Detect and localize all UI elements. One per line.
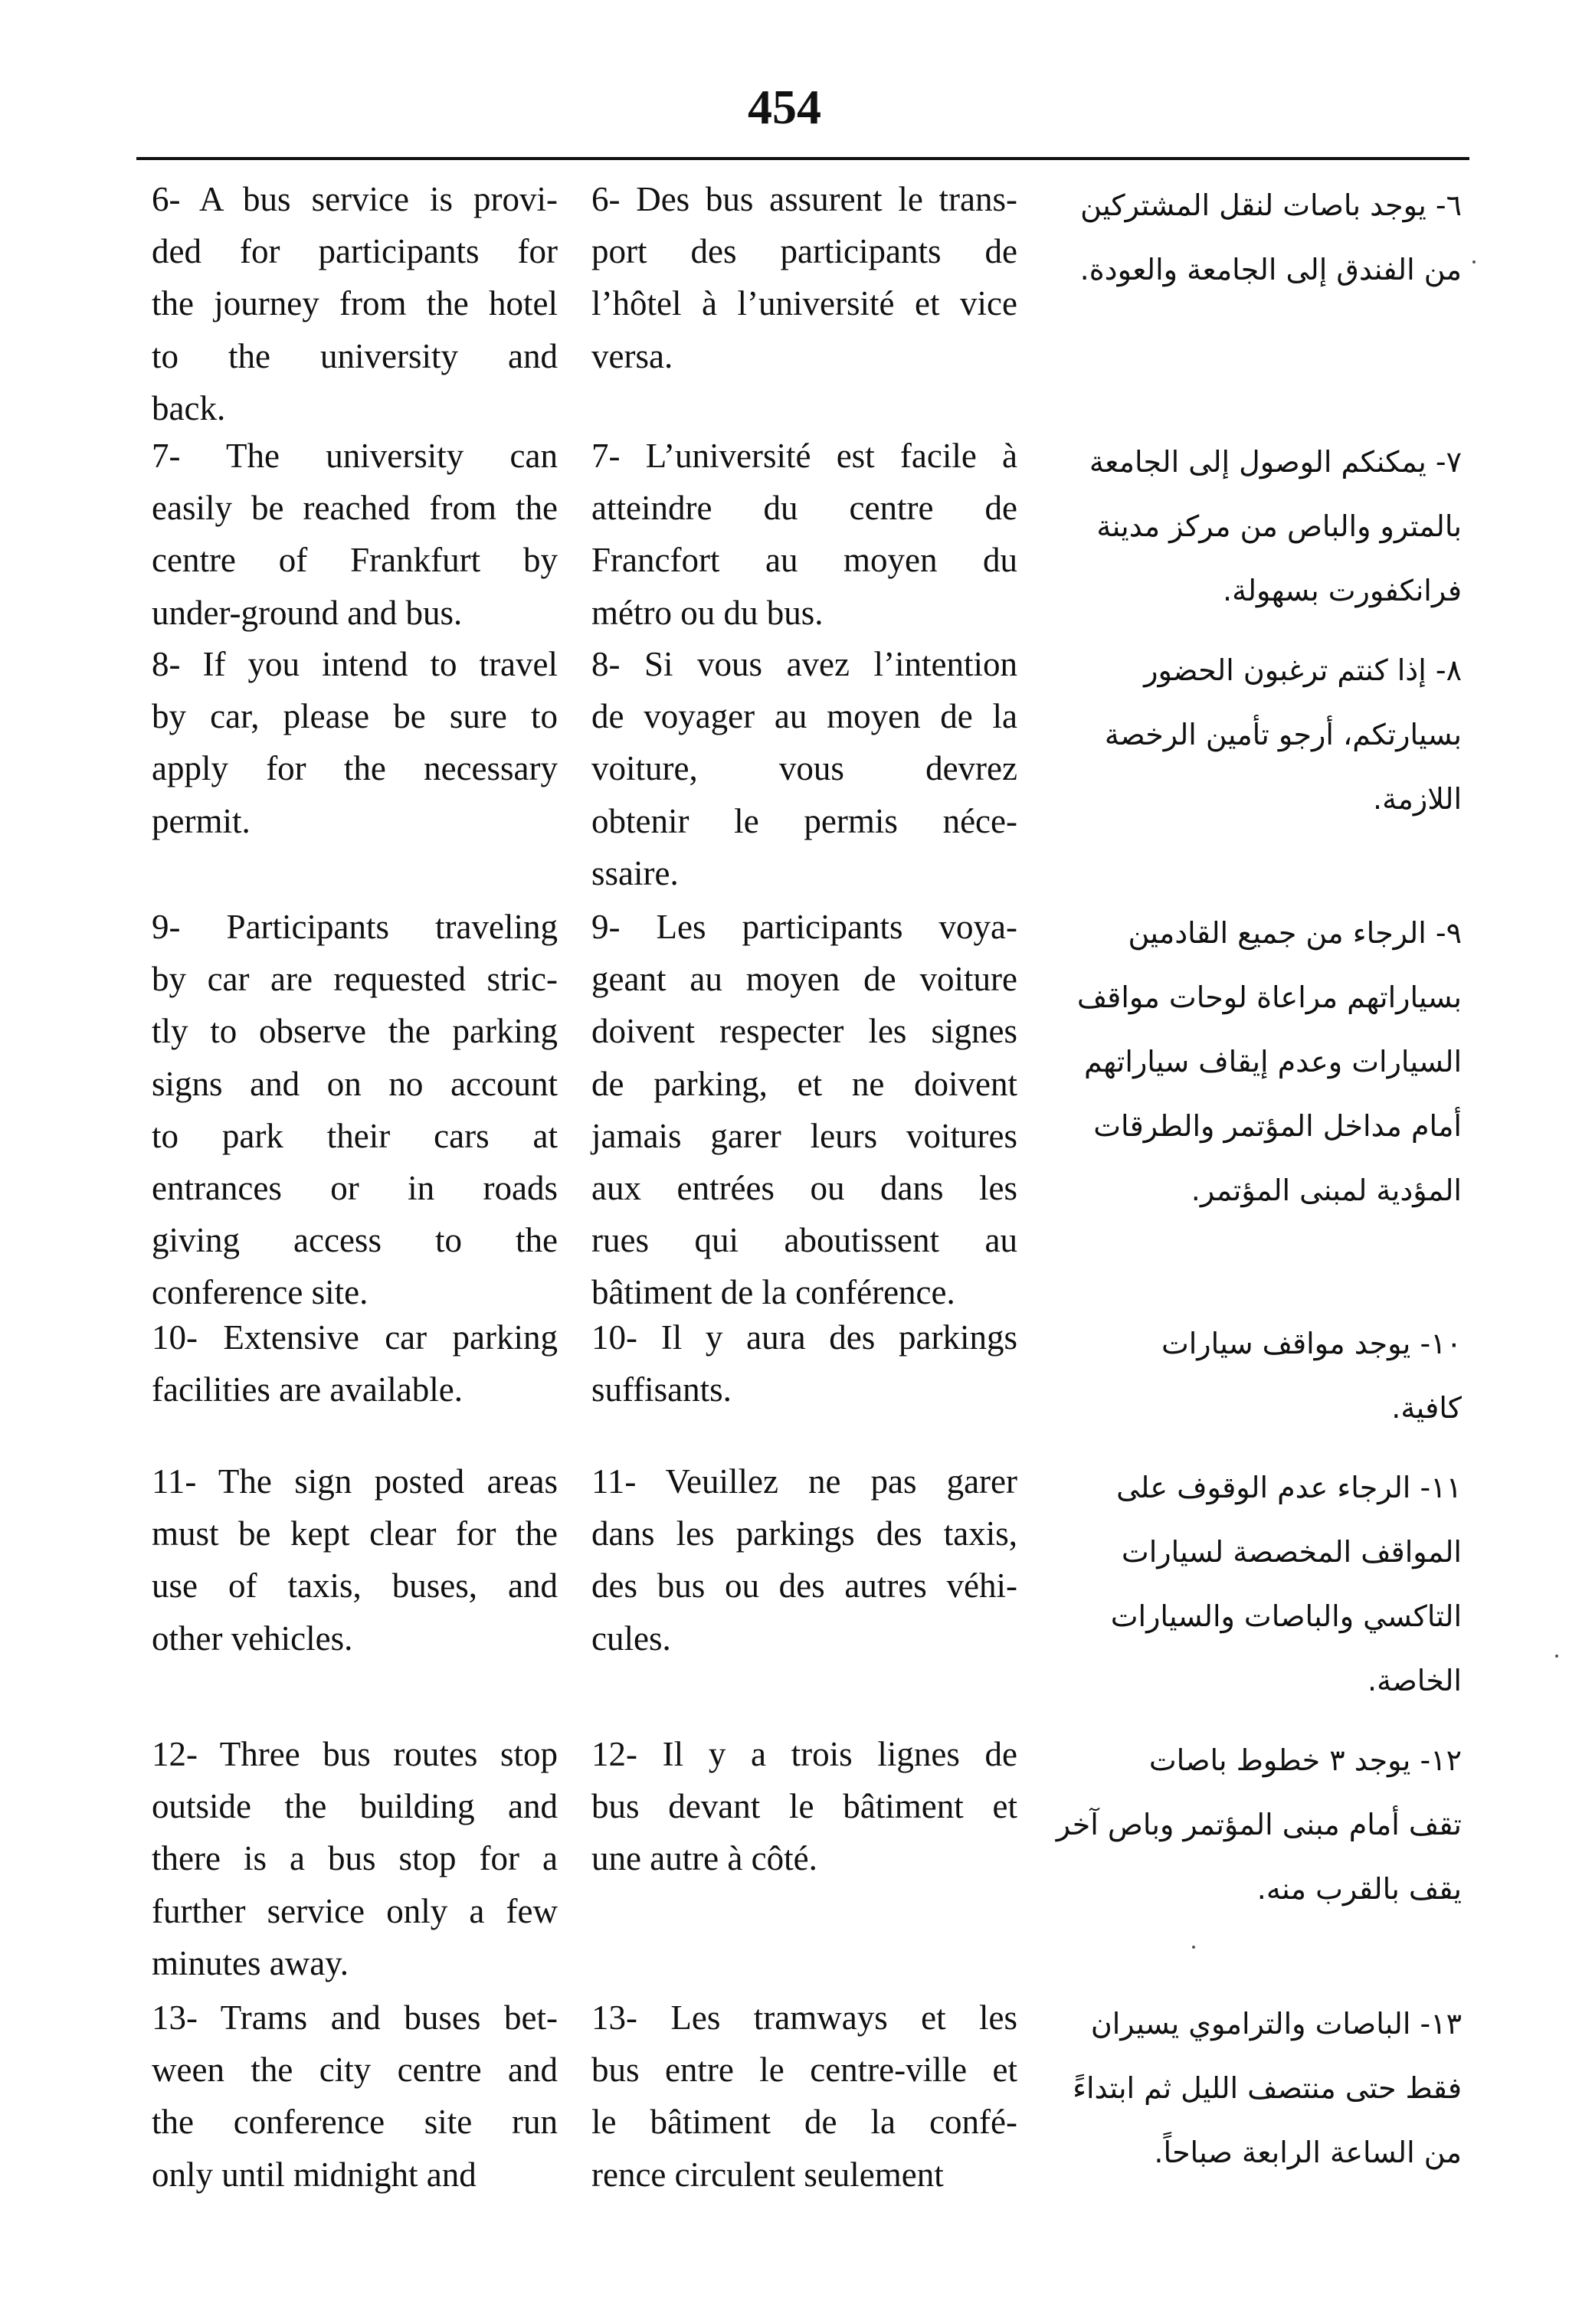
text-line: rues qui aboutissent au xyxy=(591,1221,1017,1260)
entry-ar xyxy=(1033,1992,1462,2185)
text-line: ٩- الرجاء من جميع القادمين xyxy=(1128,916,1462,950)
text-line: التاكسي والباصات والسيارات xyxy=(1110,1599,1462,1633)
text-line: by car, please be sure to xyxy=(152,697,558,736)
entry-ar xyxy=(1033,638,1462,831)
entry-fr xyxy=(591,1728,1017,1885)
text-line: rence circulent seulement xyxy=(591,2155,944,2194)
text-line: السيارات وعدم إيقاف سياراتهم xyxy=(1084,1045,1462,1079)
entry-fr xyxy=(591,430,1017,639)
text-line: ٨- إذا كنتم ترغبون الحضور xyxy=(1144,653,1462,687)
text-line: ١١- الرجاء عدم الوقوف على xyxy=(1116,1471,1462,1504)
text-line: 11- The sign posted areas xyxy=(152,1462,558,1501)
text-line: dans les parkings des taxis, xyxy=(591,1514,1017,1553)
text-line: signs and on no account xyxy=(152,1064,558,1103)
text-line: the journey from the hotel xyxy=(152,284,558,323)
text-line: bus devant le bâtiment et xyxy=(591,1787,1017,1826)
text-line: بسياراتهم مراعاة لوحات مواقف xyxy=(1076,980,1462,1014)
text-line: ssaire. xyxy=(591,853,679,892)
text-line: apply for the necessary xyxy=(152,749,558,788)
text-line: métro ou du bus. xyxy=(591,593,824,632)
text-line: obtenir le permis néce- xyxy=(591,801,1017,840)
entry-en xyxy=(152,1311,558,1416)
text-line: ١٠- يوجد مواقف سيارات xyxy=(1161,1327,1462,1360)
entry-fr xyxy=(591,1992,1017,2201)
text-line: doivent respecter les signes xyxy=(591,1012,1017,1051)
entry-ar xyxy=(1033,1455,1462,1713)
text-line: بسيارتكم، أرجو تأمين الرخصة xyxy=(1104,718,1462,751)
text-line: other vehicles. xyxy=(152,1619,353,1658)
text-line: to the university and xyxy=(152,336,558,375)
entry-en xyxy=(152,173,558,434)
text-line: centre of Frankfurt by xyxy=(152,541,558,580)
text-line: atteindre du centre de xyxy=(591,489,1017,528)
scan-speck xyxy=(1472,260,1476,263)
text-line: 7- L’université est facile à xyxy=(591,437,1017,475)
header-rule xyxy=(136,157,1469,160)
text-line: further service only a few xyxy=(152,1891,558,1930)
text-line: 6- Des bus assurent le trans- xyxy=(591,180,1017,218)
text-line: أمام مداخل المؤتمر والطرقات xyxy=(1093,1109,1462,1143)
text-line: back. xyxy=(152,388,226,427)
text-line: بالمترو والباص من مركز مدينة xyxy=(1096,509,1462,543)
entry-ar xyxy=(1033,430,1462,623)
text-line: to park their cars at xyxy=(152,1116,558,1155)
text-line: must be kept clear for the xyxy=(152,1514,558,1553)
text-line: ١٢- يوجد ٣ خطوط باصات xyxy=(1148,1743,1462,1777)
entry-ar xyxy=(1033,173,1462,302)
text-line: 10- Extensive car parking xyxy=(152,1318,558,1357)
text-line: 13- Les tramways et les xyxy=(591,1998,1017,2037)
entry-ar xyxy=(1033,1311,1462,1440)
scan-speck xyxy=(1555,1655,1558,1658)
text-line: من الفندق إلى الجامعة والعودة. xyxy=(1079,253,1462,286)
text-line: من الساعة الرابعة صباحاً. xyxy=(1154,2136,1462,2169)
text-line: giving access to the xyxy=(152,1221,558,1260)
text-line: de voyager au moyen de la xyxy=(591,697,1017,736)
entry-fr xyxy=(591,1455,1017,1664)
text-line: under-ground and bus. xyxy=(152,593,463,632)
text-line: port des participants de xyxy=(591,232,1017,271)
entry-en xyxy=(152,901,558,1319)
text-line: voiture, vous devrez xyxy=(591,749,1017,788)
text-line: there is a bus stop for a xyxy=(152,1839,558,1878)
text-line: conference site. xyxy=(152,1273,369,1312)
scan-speck xyxy=(1192,1946,1195,1949)
entry-en xyxy=(152,1992,558,2201)
text-line: 9- Les participants voya- xyxy=(591,908,1017,946)
text-line: geant au moyen de voiture xyxy=(591,960,1017,999)
text-line: ٦- يوجد باصات لنقل المشتركين xyxy=(1080,188,1462,222)
text-line: cules. xyxy=(591,1619,671,1658)
text-line: 8- Si vous avez l’intention xyxy=(591,645,1017,683)
text-line: minutes away. xyxy=(152,1943,349,1982)
entry-ar xyxy=(1033,901,1462,1223)
text-line: Francfort au moyen du xyxy=(591,541,1017,580)
text-line: ١٣- الباصات والتراموي يسيران xyxy=(1090,2007,1462,2041)
text-line: فرانكفورت بسهولة. xyxy=(1223,574,1462,607)
entry-en xyxy=(152,638,558,847)
text-line: use of taxis, buses, and xyxy=(152,1566,558,1606)
entry-fr xyxy=(591,638,1017,899)
text-line: permit. xyxy=(152,801,251,840)
text-line: فقط حتى منتصف الليل ثم ابتداءً xyxy=(1073,2071,1462,2105)
text-line: المواقف المخصصة لسيارات xyxy=(1121,1535,1462,1569)
text-line: tly to observe the parking xyxy=(152,1012,558,1051)
text-line: اللازمة. xyxy=(1373,782,1462,816)
text-line: 10- Il y aura des parkings xyxy=(591,1318,1017,1357)
text-line: 8- If you intend to travel xyxy=(152,645,558,683)
text-line: 7- The university can xyxy=(152,437,558,475)
entry-en xyxy=(152,430,558,639)
page-number: 454 xyxy=(748,80,821,134)
text-line: 6- A bus service is provi- xyxy=(152,180,558,218)
text-line: suffisants. xyxy=(591,1370,732,1409)
entry-en xyxy=(152,1728,558,1989)
text-line: 12- Il y a trois lignes de xyxy=(591,1735,1017,1773)
text-line: 13- Trams and buses bet- xyxy=(152,1998,558,2037)
text-line: ween the city centre and xyxy=(152,2051,558,2090)
text-line: by car are requested stric- xyxy=(152,960,558,999)
text-line: versa. xyxy=(591,336,673,375)
entry-ar xyxy=(1033,1728,1462,1921)
text-line: bus entre le centre-ville et xyxy=(591,2051,1017,2090)
text-line: ded for participants for xyxy=(152,232,558,271)
entry-fr xyxy=(591,173,1017,382)
text-line: des bus ou des autres véhi- xyxy=(591,1566,1017,1606)
text-line: 11- Veuillez ne pas garer xyxy=(591,1462,1017,1501)
text-line: the conference site run xyxy=(152,2103,558,2142)
text-line: الخاصة. xyxy=(1368,1664,1462,1697)
text-line: facilities are available. xyxy=(152,1370,463,1409)
text-line: يقف بالقرب منه. xyxy=(1256,1872,1462,1906)
text-line: de parking, et ne doivent xyxy=(591,1064,1017,1103)
text-line: 12- Three bus routes stop xyxy=(152,1735,558,1773)
text-line: ٧- يمكنكم الوصول إلى الجامعة xyxy=(1089,445,1462,479)
text-line: entrances or in roads xyxy=(152,1169,558,1208)
text-line: كافية. xyxy=(1391,1391,1462,1425)
entry-fr xyxy=(591,1311,1017,1416)
text-line: une autre à côté. xyxy=(591,1839,817,1878)
text-line: bâtiment de la conférence. xyxy=(591,1273,955,1312)
text-line: easily be reached from the xyxy=(152,489,558,528)
text-line: 9- Participants traveling xyxy=(152,908,558,946)
text-line: aux entrées ou dans les xyxy=(591,1169,1017,1208)
text-line: تقف أمام مبنى المؤتمر وباص آخر xyxy=(1056,1808,1462,1841)
text-line: outside the building and xyxy=(152,1787,558,1826)
text-line: المؤدية لمبنى المؤتمر. xyxy=(1191,1173,1462,1207)
entry-fr xyxy=(591,901,1017,1319)
text-line: l’hôtel à l’université et vice xyxy=(591,284,1017,323)
text-line: le bâtiment de la confé- xyxy=(591,2103,1017,2142)
text-line: only until midnight and xyxy=(152,2155,477,2194)
entry-en xyxy=(152,1455,558,1664)
text-line: jamais garer leurs voitures xyxy=(591,1116,1017,1155)
